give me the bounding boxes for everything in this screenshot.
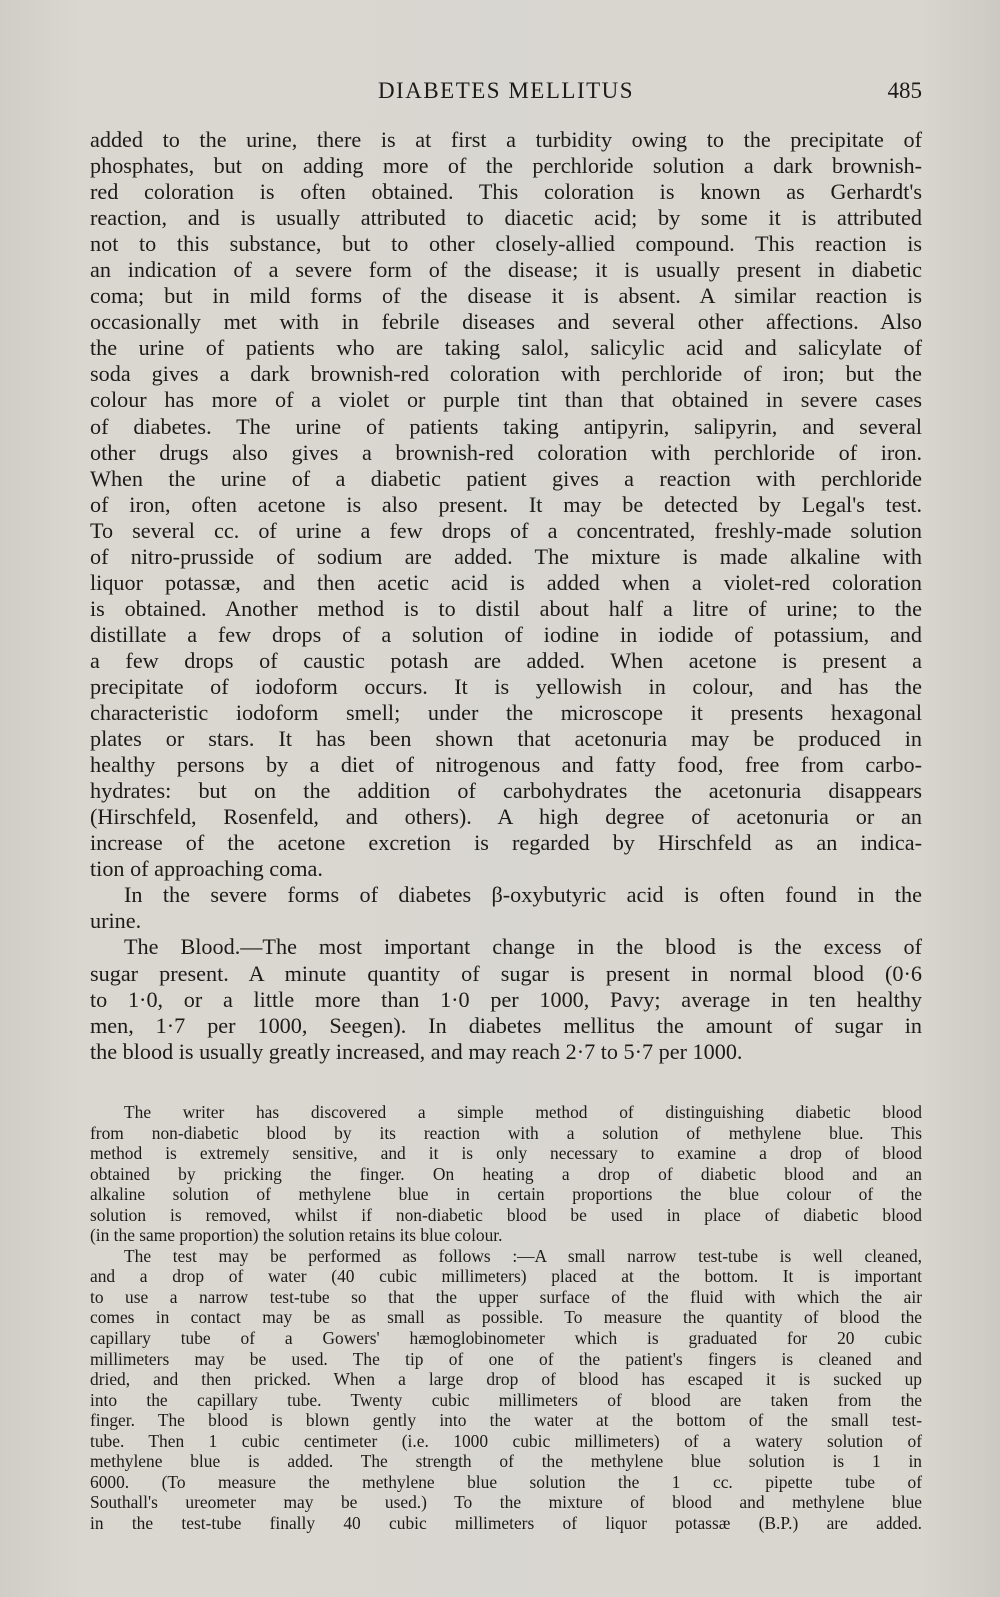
text-line: distillate a few drops of a solution of iodine in iodide of potassium, and [90, 621, 922, 647]
text-line: characteristic iodoform smell; under the microscope it presents hexagonal [90, 700, 922, 726]
footnote-line: solution is removed, whilst if non-diabetic blood be used in place of diabetic blood [90, 1204, 922, 1225]
footnote-line: millimeters may be used. The tip of one of the patient's fingers is cleaned and [90, 1348, 922, 1369]
footnote-line: (in the same proportion) the solution retains its blue colour. [90, 1225, 503, 1246]
text-line: a few drops of caustic potash are added. When acetone is present a [90, 647, 922, 673]
footnote-line: The writer has discovered a simple method of distinguishing diabetic blood [124, 1102, 922, 1122]
text-line: liquor potassæ, and then acetic acid is added when a violet-red coloration [90, 569, 922, 595]
footnote-line: capillary tube of a Gowers' hæmoglobinometer which is graduated for 20 cubic [90, 1328, 922, 1349]
running-title: DIABETES MELLITUS [377, 78, 635, 103]
footnote-line: from non-diabetic blood by its reaction with a solution of methylene blue. This [90, 1122, 922, 1143]
text-line: is obtained. Another method is to distil about half a litre of urine; to the [90, 595, 922, 621]
footnote-line: Southall's ureometer may be used.) To the mixture of blood and methylene blue [90, 1492, 922, 1513]
page-header [90, 78, 922, 112]
footnote-line: 6000. (To measure the methylene blue solution the 1 cc. pipette tube of [90, 1471, 922, 1492]
text-line: other drugs also gives a brownish-red coloration with perchloride of iron. [90, 439, 922, 465]
text-line: the blood is usually greatly increased, and may reach 2·7 to 5·7 per 1000. [90, 1038, 743, 1064]
text-line: of diabetes. The urine of patients taking antipyrin, salipyrin, and several [90, 413, 922, 439]
footnote-line: methylene blue is added. The strength of the methylene blue solution is 1 in [90, 1451, 922, 1472]
text-line: hydrates: but on the addition of carbohydrates the acetonuria disappears [90, 778, 922, 804]
text-line: occasionally met with in febrile diseases and several other affections. Also [90, 309, 922, 335]
footnote-line: method is extremely sensitive, and it is only necessary to examine a drop of blood [90, 1143, 922, 1164]
main-text [90, 127, 922, 1065]
text-line: increase of the acetone excretion is regarded by Hirschfeld as an indica- [90, 830, 922, 856]
text-line: To several cc. of urine a few drops of a concentrated, freshly-made solution [90, 517, 922, 543]
text-line: soda gives a dark brownish-red coloration with perchloride of iron; but the [90, 361, 922, 387]
text-line: to 1·0, or a little more than 1·0 per 1000, Pavy; average in ten healthy [90, 986, 922, 1012]
text-line: When the urine of a diabetic patient gives a reaction with perchloride [90, 465, 922, 491]
text-line: men, 1·7 per 1000, Seegen). In diabetes mellitus the amount of sugar in [90, 1012, 922, 1038]
footnote-line: and a drop of water (40 cubic millimeters) placed at the bottom. It is important [90, 1266, 922, 1287]
text-line: phosphates, but on adding more of the perchloride solution a dark brownish- [90, 153, 922, 179]
text-line: plates or stars. It has been shown that acetonuria may be produced in [90, 726, 922, 752]
text-line: colour has more of a violet or purple tint than that obtained in severe cases [90, 387, 922, 413]
footnote-line: into the capillary tube. Twenty cubic millimeters of blood are taken from the [90, 1389, 922, 1410]
text-line: precipitate of iodoform occurs. It is yellowish in colour, and has the [90, 673, 922, 699]
footnote-line: dried, and then pricked. When a large drop of blood has escaped it is sucked up [90, 1369, 922, 1390]
text-line: tion of approaching coma. [90, 856, 323, 882]
text-line: In the severe forms of diabetes β-oxybutyric acid is often found in the [124, 882, 922, 908]
text-line: (Hirschfeld, Rosenfeld, and others). A high degree of acetonuria or an [90, 804, 922, 830]
text-line: not to this substance, but to other closely-allied compound. This reaction is [90, 231, 922, 257]
footnote-line: tube. Then 1 cubic centimeter (i.e. 1000 cubic millimeters) of a watery solution of [90, 1430, 922, 1451]
text-line: urine. [90, 908, 142, 934]
page-number: 485 [887, 78, 922, 103]
text-line: sugar present. A minute quantity of sugar is present in normal blood (0·6 [90, 960, 922, 986]
text-line: an indication of a severe form of the disease; it is usually present in diabetic [90, 257, 922, 283]
footnote-line: comes in contact may be as small as possible. To measure the quantity of blood the [90, 1307, 922, 1328]
footnote-text [90, 1102, 922, 1533]
text-line: healthy persons by a diet of nitrogenous and fatty food, free from carbo- [90, 752, 922, 778]
text-line: of nitro-prusside of sodium are added. The mixture is made alkaline with [90, 543, 922, 569]
text-line: the urine of patients who are taking salol, salicylic acid and salicylate of [90, 335, 922, 361]
footnote-line: to use a narrow test-tube so that the upper surface of the fluid with which the air [90, 1286, 922, 1307]
text-line: of iron, often acetone is also present. It may be detected by Legal's test. [90, 491, 922, 517]
text-line: red coloration is often obtained. This coloration is known as Gerhardt's [90, 179, 922, 205]
text-line: added to the urine, there is at first a turbidity owing to the precipitate of [90, 127, 922, 152]
footnote-line: in the test-tube finally 40 cubic millimeters of liquor potassæ (B.P.) are added. [90, 1512, 922, 1533]
footnote-line: obtained by pricking the finger. On heating a drop of diabetic blood and an [90, 1163, 922, 1184]
text-line: The Blood.—The most important change in the blood is the excess of [124, 934, 922, 960]
text-line: reaction, and is usually attributed to diacetic acid; by some it is attributed [90, 205, 922, 231]
footnote-line: alkaline solution of methylene blue in certain proportions the blue colour of the [90, 1184, 922, 1205]
footnote-line: The test may be performed as follows :—A small narrow test-tube is well cleaned, [124, 1245, 922, 1266]
text-line: coma; but in mild forms of the disease it is absent. A similar reaction is [90, 283, 922, 309]
footnote-line: finger. The blood is blown gently into the water at the bottom of the small test- [90, 1410, 922, 1431]
